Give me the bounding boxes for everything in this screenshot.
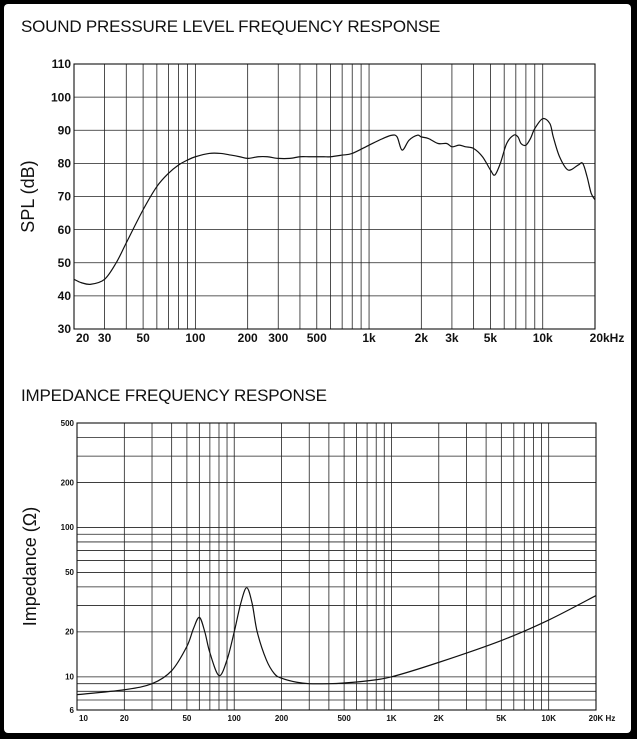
spl-x-tick-label: 3k (445, 331, 459, 345)
imp-y-tick-label: 100 (60, 523, 74, 533)
imp-y-tick-label: 500 (60, 418, 74, 428)
chart-frame (4, 4, 631, 733)
spl-x-tick-label: 100 (185, 331, 206, 345)
spl-y-tick-label: 110 (51, 57, 71, 72)
impedance-chart-title: IMPEDANCE FREQUENCY RESPONSE (21, 386, 327, 405)
spl-y-tick-label: 60 (57, 222, 71, 237)
spl-y-tick-label: 30 (57, 322, 71, 337)
imp-y-tick-label: 6 (69, 705, 74, 715)
impedance-curve (77, 588, 596, 695)
spl-grid (74, 64, 595, 329)
imp-y-tick-label: 200 (60, 478, 74, 488)
spl-y-ticks (51, 57, 71, 336)
spl-y-tick-label: 40 (57, 289, 71, 304)
imp-y-tick-label: 10 (65, 672, 74, 682)
spl-x-tick-label: 300 (268, 331, 289, 345)
spl-x-tick-label: 10k (532, 331, 553, 345)
impedance-chart (20, 419, 615, 723)
spl-y-tick-label: 50 (57, 255, 71, 270)
imp-x-tick-label: 2K (433, 714, 444, 723)
spl-x-tick-label: 2k (414, 331, 429, 345)
spl-x-tick-label: 200 (237, 331, 258, 345)
impedance-grid (77, 423, 596, 710)
imp-x-tick-label: 20K Hz (588, 714, 616, 723)
spl-x-tick-label: 500 (306, 331, 327, 345)
imp-x-tick-label: 10 (79, 714, 88, 723)
imp-x-tick-label: 20 (119, 714, 129, 723)
spl-y-tick-label: 90 (57, 123, 71, 138)
imp-x-tick-label: 200 (274, 714, 289, 723)
spl-y-axis-label: SPL (dB) (18, 160, 38, 233)
imp-y-tick-label: 50 (65, 568, 74, 578)
spl-chart (18, 57, 624, 345)
spl-y-tick-label: 100 (50, 90, 71, 105)
impedance-y-axis-label: Impedance (Ω) (20, 506, 40, 627)
imp-x-tick-label: 50 (182, 714, 192, 723)
imp-x-tick-label: 5K (496, 714, 507, 723)
imp-x-tick-label: 10K (541, 714, 557, 723)
spl-x-tick-label: 50 (136, 331, 150, 345)
imp-x-tick-label: 500 (337, 714, 351, 723)
impedance-plot-frame (77, 423, 596, 710)
spl-x-tick-label: 5k (483, 331, 498, 345)
spl-y-tick-label: 80 (57, 156, 71, 171)
spl-x-tick-label: 20 (76, 331, 90, 345)
spl-y-tick-label: 70 (57, 189, 71, 204)
imp-y-tick-label: 20 (65, 627, 74, 637)
spl-x-tick-label: 20kHz (589, 331, 625, 345)
spl-chart-title: SOUND PRESSURE LEVEL FREQUENCY RESPONSE (21, 17, 441, 36)
spl-x-tick-label: 30 (97, 331, 112, 345)
spl-x-ticks (76, 331, 624, 345)
spl-curve (74, 119, 595, 285)
imp-x-tick-label: 100 (227, 714, 241, 723)
impedance-y-ticks (61, 419, 75, 715)
imp-x-tick-label: 1K (386, 714, 397, 723)
spl-x-tick-label: 1k (362, 331, 376, 345)
charts-svg (4, 4, 631, 733)
impedance-x-ticks (79, 714, 615, 723)
